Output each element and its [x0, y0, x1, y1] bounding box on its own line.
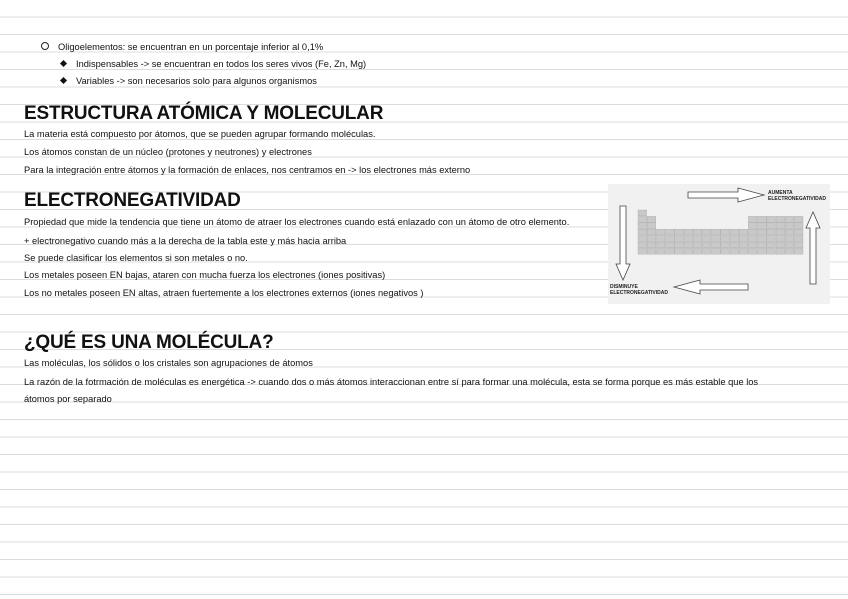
element-cell: [785, 223, 794, 229]
element-cell: [748, 248, 757, 254]
electro-p2: + electronegativo cuando más a la derecha de la tabla este y más hacia arriba: [24, 236, 347, 246]
element-cell: [684, 248, 693, 254]
oligo-sub-variables: Variables -> son necesarios solo para algunos organismos: [76, 76, 317, 86]
element-cell: [647, 242, 656, 248]
element-cell: [702, 242, 711, 248]
element-cell: [776, 242, 785, 248]
element-cell: [638, 229, 647, 235]
element-cell: [730, 248, 739, 254]
arrow-down-icon: [616, 206, 630, 280]
element-cell: [638, 216, 647, 222]
element-cell: [739, 229, 748, 235]
element-cell: [647, 223, 656, 229]
element-cell: [721, 236, 730, 242]
element-cell: [767, 229, 776, 235]
element-cell: [638, 236, 647, 242]
periodic-table-figure: [608, 184, 830, 304]
element-cell: [712, 242, 721, 248]
element-cell: [767, 242, 776, 248]
element-cell: [794, 236, 803, 242]
aumenta-label-2: ELECTRONEGATIVIDAD: [768, 196, 826, 202]
element-cell: [767, 223, 776, 229]
element-cell: [748, 216, 757, 222]
element-cell: [730, 242, 739, 248]
element-cell: [739, 236, 748, 242]
element-cell: [712, 236, 721, 242]
element-cell: [758, 229, 767, 235]
disminuye-label: DISMINUYE: [610, 284, 638, 290]
element-cell: [758, 248, 767, 254]
element-cell: [702, 236, 711, 242]
element-cell: [712, 248, 721, 254]
element-cell: [702, 248, 711, 254]
element-cell: [785, 242, 794, 248]
heading-estructura: ESTRUCTURA ATÓMICA Y MOLECULAR: [24, 103, 384, 124]
element-cell: [767, 248, 776, 254]
element-cell: [647, 229, 656, 235]
diamond-bullet-icon: [60, 77, 67, 84]
element-cell: [666, 242, 675, 248]
element-cell: [748, 242, 757, 248]
element-cell: [666, 229, 675, 235]
element-cell: [675, 236, 684, 242]
element-cell: [675, 229, 684, 235]
element-cell: [758, 236, 767, 242]
diamond-bullet-icon: [60, 60, 67, 67]
element-cell: [794, 229, 803, 235]
element-cell: [794, 223, 803, 229]
estructura-p2: Los átomos constan de un núcleo (protones y neutrones) y electrones: [24, 147, 312, 157]
element-cell: [712, 229, 721, 235]
element-cell: [666, 236, 675, 242]
estructura-p1: La materia está compuesto por átomos, que se pueden agrupar formando moléculas.: [24, 129, 376, 139]
element-cell: [675, 248, 684, 254]
element-cell: [647, 248, 656, 254]
element-cell: [693, 248, 702, 254]
element-cell: [721, 242, 730, 248]
element-cell: [675, 242, 684, 248]
electro-p1: Propiedad que mide la tendencia que tiene un átomo de atraer los electrones cuando está enlazado con un átomo de otro elemento.: [24, 217, 570, 227]
heading-molecula: ¿QUÉ ES UNA MOLÉCULA?: [24, 332, 274, 353]
element-cell: [638, 210, 647, 216]
element-cell: [739, 248, 748, 254]
element-cell: [684, 236, 693, 242]
disminuye-label-2: ELECTRONEGATIVIDAD: [610, 290, 668, 296]
element-cell: [730, 229, 739, 235]
element-cell: [767, 236, 776, 242]
estructura-p3: Para la integración entre átomos y la formación de enlaces, nos centramos en -> los electrones más externo: [24, 165, 471, 175]
element-cell: [647, 216, 656, 222]
element-cell: [776, 229, 785, 235]
element-cell: [785, 229, 794, 235]
element-cell: [748, 229, 757, 235]
element-cell: [656, 229, 665, 235]
element-cell: [767, 216, 776, 222]
element-cell: [702, 229, 711, 235]
molecula-p3: átomos por separado: [24, 394, 112, 404]
aumenta-label: AUMENTA: [768, 190, 793, 196]
element-cell: [638, 242, 647, 248]
periodic-table-grid: [638, 210, 803, 254]
element-cell: [666, 248, 675, 254]
element-cell: [656, 248, 665, 254]
periodic-table-diagram: [608, 184, 830, 304]
element-cell: [794, 216, 803, 222]
element-cell: [748, 223, 757, 229]
element-cell: [776, 216, 785, 222]
heading-electronegatividad: ELECTRONEGATIVIDAD: [24, 190, 241, 211]
arrow-left-icon: [674, 280, 748, 294]
circle-bullet-icon: [41, 42, 49, 50]
element-cell: [785, 216, 794, 222]
element-cell: [638, 223, 647, 229]
element-cell: [776, 223, 785, 229]
arrow-right-icon: [688, 188, 764, 202]
element-cell: [721, 248, 730, 254]
element-cell: [785, 236, 794, 242]
electro-p3: Se puede clasificar los elementos si son metales o no.: [24, 253, 248, 263]
molecula-p1: Las moléculas, los sólidos o los cristales son agrupaciones de átomos: [24, 358, 313, 368]
electro-p4: Los metales poseen EN bajas, ataren con mucha fuerza los electrones (iones positivas): [24, 270, 386, 280]
element-cell: [739, 242, 748, 248]
element-cell: [638, 248, 647, 254]
molecula-p2: La razón de la fotrmación de moléculas es energética -> cuando dos o más átomos interaccionan entre sí para formar una molécula, esta se forma porque es más estable que los: [24, 377, 759, 387]
element-cell: [794, 248, 803, 254]
element-cell: [656, 236, 665, 242]
element-cell: [693, 229, 702, 235]
element-cell: [730, 236, 739, 242]
element-cell: [721, 229, 730, 235]
element-cell: [776, 248, 785, 254]
element-cell: [693, 242, 702, 248]
element-cell: [656, 242, 665, 248]
element-cell: [684, 242, 693, 248]
element-cell: [758, 216, 767, 222]
element-cell: [776, 236, 785, 242]
element-cell: [794, 242, 803, 248]
element-cell: [693, 236, 702, 242]
oligo-line: Oligoelementos: se encuentran en un porcentaje inferior al 0,1%: [58, 42, 324, 52]
electro-p5: Los no metales poseen EN altas, atraen fuertemente a los electrones externos (iones negativos ): [24, 288, 424, 298]
element-cell: [684, 229, 693, 235]
oligo-sub-indispensables: Indispensables -> se encuentran en todos los seres vivos (Fe, Zn, Mg): [76, 59, 367, 69]
arrow-up-icon: [806, 212, 820, 284]
element-cell: [758, 242, 767, 248]
element-cell: [785, 248, 794, 254]
element-cell: [748, 236, 757, 242]
element-cell: [758, 223, 767, 229]
element-cell: [647, 236, 656, 242]
